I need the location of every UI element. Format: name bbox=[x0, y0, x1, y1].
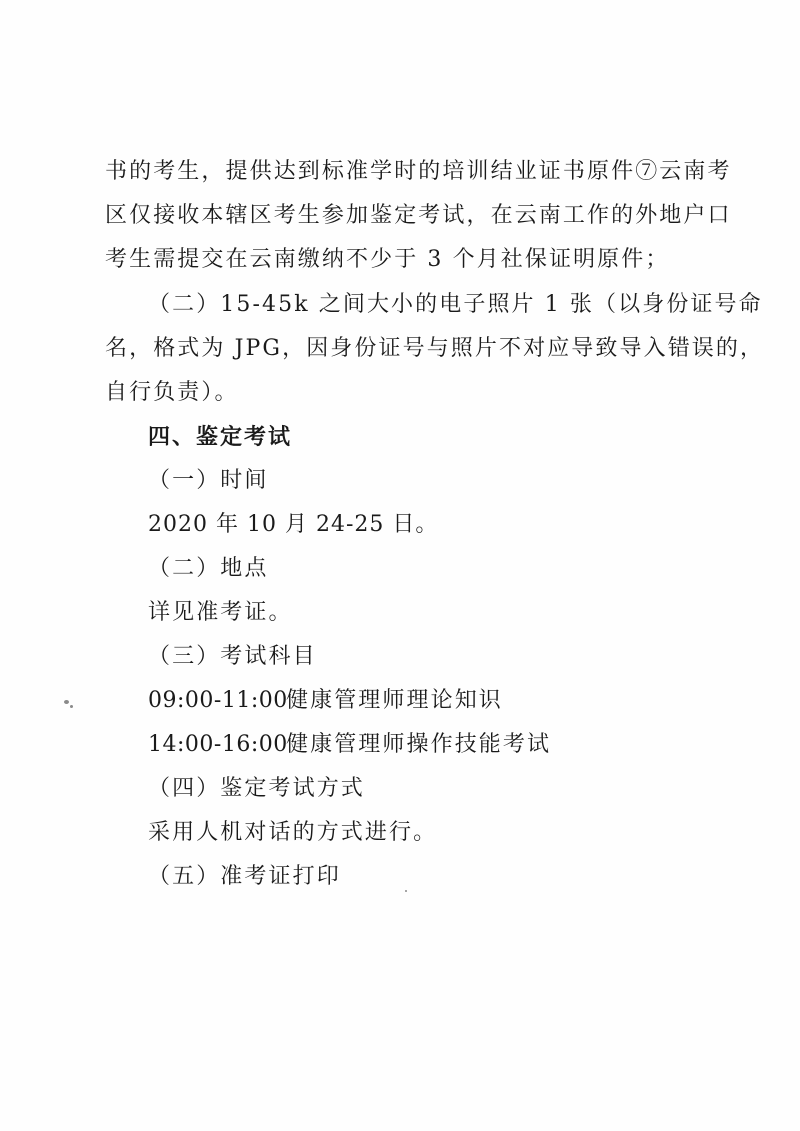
paragraph-2-line-2: 名，格式为 JPG，因身份证号与照片不对应导致导入错误的， bbox=[105, 336, 765, 361]
schedule-row bbox=[148, 729, 695, 761]
paragraph-1-line-1: 书的考生，提供达到标准学时的培训结业证书原件⑦云南考 bbox=[105, 159, 732, 184]
location-heading: （二）地点 bbox=[148, 556, 269, 581]
schedule-subject: 健康管理师操作技能考试 bbox=[286, 732, 552, 757]
schedule-subject: 健康管理师理论知识 bbox=[286, 688, 503, 713]
schedule-row bbox=[148, 685, 695, 717]
paragraph-1-line-2: 区仅接收本辖区考生参加鉴定考试，在云南工作的外地户口 bbox=[105, 203, 732, 228]
time-value: 2020 年 10 月 24-25 日。 bbox=[148, 512, 439, 537]
scan-speck bbox=[405, 890, 407, 892]
schedule-time: 09:00-11:00 bbox=[148, 688, 288, 713]
paragraph-2-line-1: （二）15-45k 之间大小的电子照片 1 张（以身份证号命 bbox=[148, 292, 763, 317]
time-heading: （一）时间 bbox=[148, 468, 269, 493]
paragraph-2-line-3: 自行负责）。 bbox=[105, 380, 239, 405]
method-value: 采用人机对话的方式进行。 bbox=[148, 820, 438, 845]
location-value: 详见准考证。 bbox=[148, 600, 293, 625]
scan-speck bbox=[70, 705, 73, 708]
section-heading: 四、鉴定考试 bbox=[148, 424, 293, 450]
paragraph-1-line-3: 考生需提交在云南缴纳不少于 3 个月社保证明原件； bbox=[105, 247, 670, 272]
schedule-time: 14:00-16:00 bbox=[148, 732, 288, 757]
method-heading: （四）鉴定考试方式 bbox=[148, 776, 365, 801]
subjects-heading: （三）考试科目 bbox=[148, 644, 317, 669]
scan-speck bbox=[64, 700, 69, 704]
admission-heading: （五）准考证打印 bbox=[148, 864, 341, 889]
